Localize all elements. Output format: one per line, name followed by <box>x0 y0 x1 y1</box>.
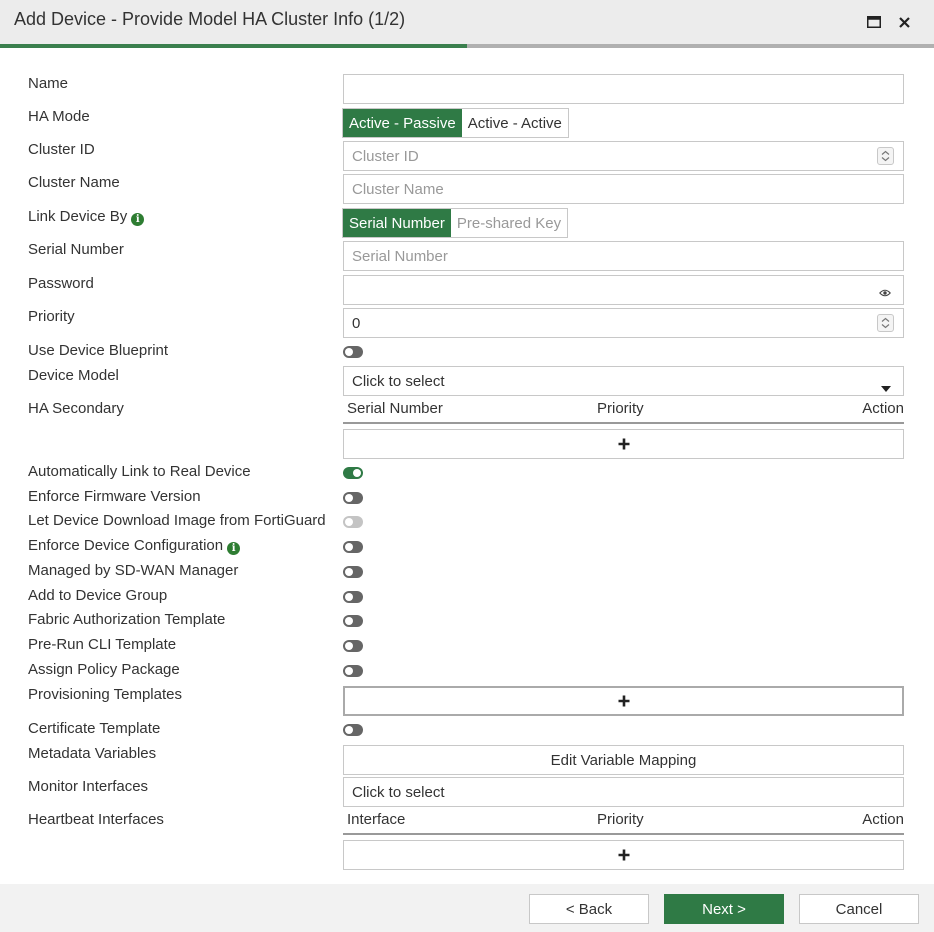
cancel-button[interactable]: Cancel <box>799 894 919 924</box>
download-image-label: Let Device Download Image from FortiGuard <box>28 512 326 529</box>
ha-secondary-table-header <box>343 400 904 424</box>
device-model-select[interactable] <box>343 366 904 396</box>
next-button[interactable]: Next > <box>664 894 784 924</box>
spinner-icon[interactable] <box>877 147 894 165</box>
plus-icon <box>618 849 630 861</box>
provisioning-templates-label: Provisioning Templates <box>28 686 182 703</box>
serial-number-input[interactable] <box>343 241 904 271</box>
add-heartbeat-interface-button[interactable] <box>343 840 904 870</box>
use-device-blueprint-label: Use Device Blueprint <box>28 342 169 359</box>
info-icon[interactable]: i <box>227 542 240 555</box>
column-action: Action <box>862 811 904 828</box>
enforce-config-text: Enforce Device Configuration <box>28 537 224 554</box>
maximize-icon[interactable] <box>864 12 884 32</box>
column-serial-number: Serial Number <box>347 400 443 417</box>
chevron-down-icon <box>881 379 891 396</box>
metadata-variables-label: Metadata Variables <box>28 745 157 762</box>
cluster-name-label: Cluster Name <box>28 174 120 191</box>
link-by-pre-shared-key[interactable]: Pre-shared Key <box>456 214 562 232</box>
add-ha-secondary-button[interactable] <box>343 429 904 459</box>
sdwan-manager-label: Managed by SD-WAN Manager <box>28 562 239 579</box>
cluster-id-label: Cluster ID <box>28 141 95 158</box>
name-input[interactable] <box>343 74 904 104</box>
cluster-name-input[interactable] <box>343 174 904 204</box>
device-group-label: Add to Device Group <box>28 587 168 604</box>
monitor-interfaces-select[interactable] <box>343 777 904 807</box>
cluster-id-input[interactable] <box>343 141 904 171</box>
fabric-auth-toggle[interactable] <box>343 615 363 627</box>
edit-variable-mapping-label: Edit Variable Mapping <box>550 751 697 769</box>
device-model-label: Device Model <box>28 367 119 384</box>
pre-run-cli-label: Pre-Run CLI Template <box>28 636 177 653</box>
eye-icon[interactable] <box>879 285 891 302</box>
dialog-footer <box>0 884 934 932</box>
priority-input[interactable] <box>343 308 904 338</box>
heartbeat-interfaces-label: Heartbeat Interfaces <box>28 811 164 828</box>
ha-mode-selector <box>342 108 569 138</box>
auto-link-toggle[interactable] <box>343 467 363 479</box>
enforce-config-toggle[interactable] <box>343 541 363 553</box>
enforce-config-label <box>28 537 240 555</box>
use-device-blueprint-toggle[interactable] <box>343 346 363 358</box>
serial-number-placeholder: Serial Number <box>352 247 448 265</box>
certificate-template-label: Certificate Template <box>28 720 161 737</box>
column-action: Action <box>862 400 904 417</box>
enforce-firmware-toggle[interactable] <box>343 492 363 504</box>
auto-link-label: Automatically Link to Real Device <box>28 463 251 480</box>
cluster-id-placeholder: Cluster ID <box>352 147 419 165</box>
link-device-by-selector <box>342 208 568 238</box>
edit-variable-mapping-button[interactable] <box>343 745 904 775</box>
ha-mode-label: HA Mode <box>28 108 90 125</box>
plus-icon <box>618 438 630 450</box>
pre-run-cli-toggle[interactable] <box>343 640 363 652</box>
password-label: Password <box>28 275 94 292</box>
password-input[interactable] <box>343 275 904 305</box>
policy-package-label: Assign Policy Package <box>28 661 180 678</box>
ha-mode-active-passive[interactable]: Active - Passive <box>343 109 462 137</box>
policy-package-toggle[interactable] <box>343 665 363 677</box>
device-model-value: Click to select <box>352 372 445 390</box>
dialog-title: Add Device - Provide Model HA Cluster Info (1/2) <box>14 9 406 29</box>
certificate-template-toggle[interactable] <box>343 724 363 736</box>
priority-label: Priority <box>28 308 75 325</box>
ha-mode-active-active[interactable]: Active - Active <box>467 114 562 132</box>
serial-number-label: Serial Number <box>28 241 124 258</box>
monitor-interfaces-value: Click to select <box>352 783 445 801</box>
title-bar <box>0 0 934 44</box>
step-progress-bar <box>0 44 934 48</box>
back-button[interactable]: < Back <box>529 894 649 924</box>
column-priority: Priority <box>597 400 644 417</box>
heartbeat-table-header <box>343 811 904 835</box>
priority-value: 0 <box>352 314 361 332</box>
cluster-name-placeholder: Cluster Name <box>352 180 444 198</box>
monitor-interfaces-label: Monitor Interfaces <box>28 778 149 795</box>
link-by-serial-number[interactable]: Serial Number <box>343 209 451 237</box>
link-device-by-text: Link Device By <box>28 208 128 225</box>
info-icon[interactable]: i <box>131 213 144 226</box>
fabric-auth-label: Fabric Authorization Template <box>28 611 226 628</box>
plus-icon <box>618 695 630 707</box>
download-image-toggle[interactable] <box>343 516 363 528</box>
name-label: Name <box>28 75 69 92</box>
sdwan-manager-toggle[interactable] <box>343 566 363 578</box>
column-interface: Interface <box>347 811 406 828</box>
close-icon[interactable] <box>894 12 914 32</box>
spinner-icon[interactable] <box>877 314 894 332</box>
device-group-toggle[interactable] <box>343 591 363 603</box>
column-priority: Priority <box>597 811 644 828</box>
add-provisioning-template-button[interactable] <box>343 686 904 716</box>
step-progress-fill <box>0 44 467 48</box>
link-device-by-label <box>28 208 144 226</box>
enforce-firmware-label: Enforce Firmware Version <box>28 488 201 505</box>
ha-secondary-label: HA Secondary <box>28 400 124 417</box>
